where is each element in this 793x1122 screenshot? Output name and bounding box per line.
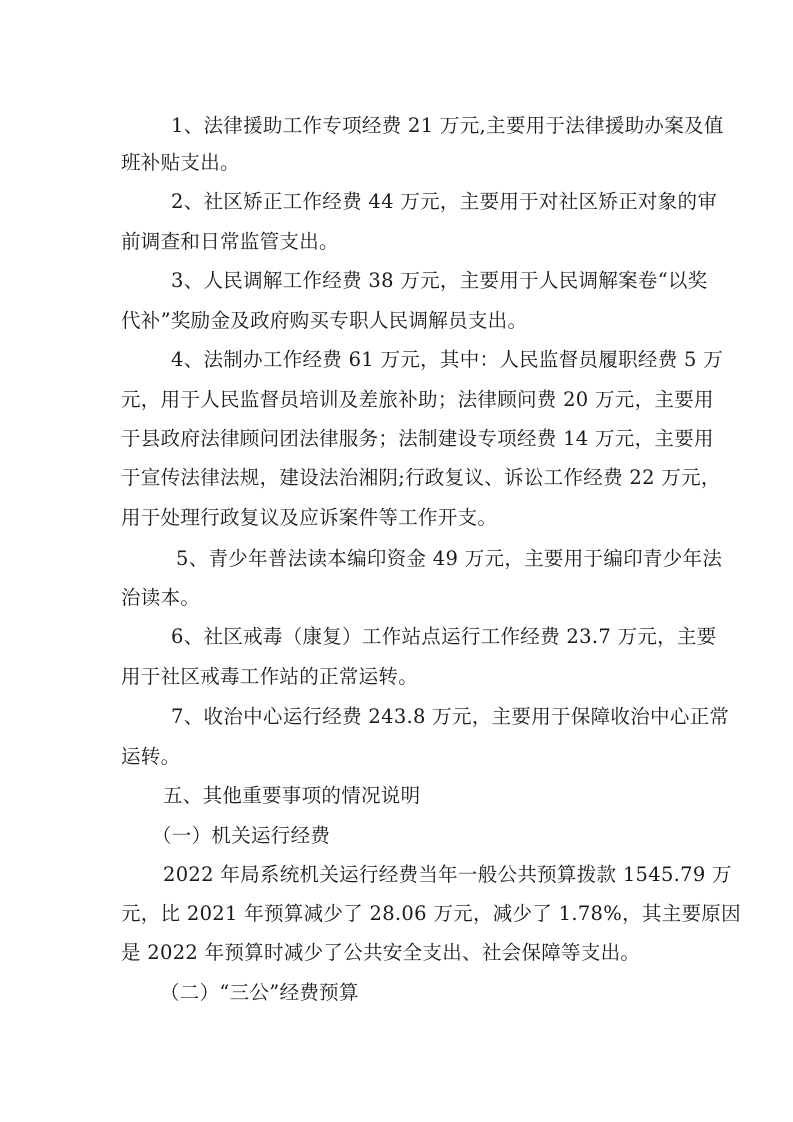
operating-cost-line-1: 2022 年局系统机关运行经费当年一般公共预算拨款 1545.79 万 — [163, 863, 732, 886]
operating-cost-line-3: 是 2022 年预算时减少了公共安全支出、社会保障等支出。 — [121, 941, 641, 964]
item-7-line-2: 运转。 — [121, 745, 181, 768]
section-heading: 五、其他重要事项的情况说明 — [163, 784, 421, 807]
item-5-line-1: 5、青少年普法读本编印资金 49 万元，主要用于编印青少年法 — [176, 547, 723, 570]
item-4-line-3: 于县政府法律顾问团法律服务；法制建设专项经费 14 万元，主要用 — [121, 427, 714, 450]
item-3-line-1: 3、人民调解工作经费 38 万元，主要用于人民调解案卷“以奖 — [171, 269, 708, 292]
item-4-line-2: 元，用于人民监督员培训及差旅补助；法律顾问费 20 万元，主要用 — [121, 388, 714, 411]
item-5-line-2: 治读本。 — [121, 586, 201, 609]
operating-cost-line-2: 元，比 2021 年预算减少了 28.06 万元，减少了 1.78%，其主要原因 — [121, 902, 741, 925]
item-1-line-1: 1、法律援助工作专项经费 21 万元,主要用于法律援助办案及值 — [171, 114, 724, 137]
item-6-line-1: 6、社区戒毒（康复）工作站点运行工作经费 23.7 万元，主要 — [171, 625, 717, 648]
item-2-line-1: 2、社区矫正工作经费 44 万元，主要用于对社区矫正对象的审 — [171, 190, 718, 213]
item-4-line-5: 用于处理行政复议及应诉案件等工作开支。 — [121, 506, 498, 529]
item-4-line-4: 于宣传法律法规，建设法治湘阴;行政复议、诉讼工作经费 22 万元， — [121, 466, 721, 489]
item-2-line-2: 前调查和日常监管支出。 — [121, 230, 339, 253]
item-6-line-2: 用于社区戒毒工作站的正常运转。 — [121, 665, 419, 688]
subsection-heading-1: （一）机关运行经费 — [152, 824, 331, 847]
item-3-line-2: 代补”奖励金及政府购买专职人民调解员支出。 — [121, 309, 528, 332]
item-7-line-1: 7、收治中心运行经费 243.8 万元，主要用于保障收治中心正常 — [171, 705, 730, 728]
item-1-line-2: 班补贴支出。 — [121, 151, 240, 174]
subsection-heading-2: （二）“三公”经费预算 — [160, 981, 359, 1004]
item-4-line-1: 4、法制办工作经费 61 万元，其中：人民监督员履职经费 5 万 — [171, 348, 724, 371]
